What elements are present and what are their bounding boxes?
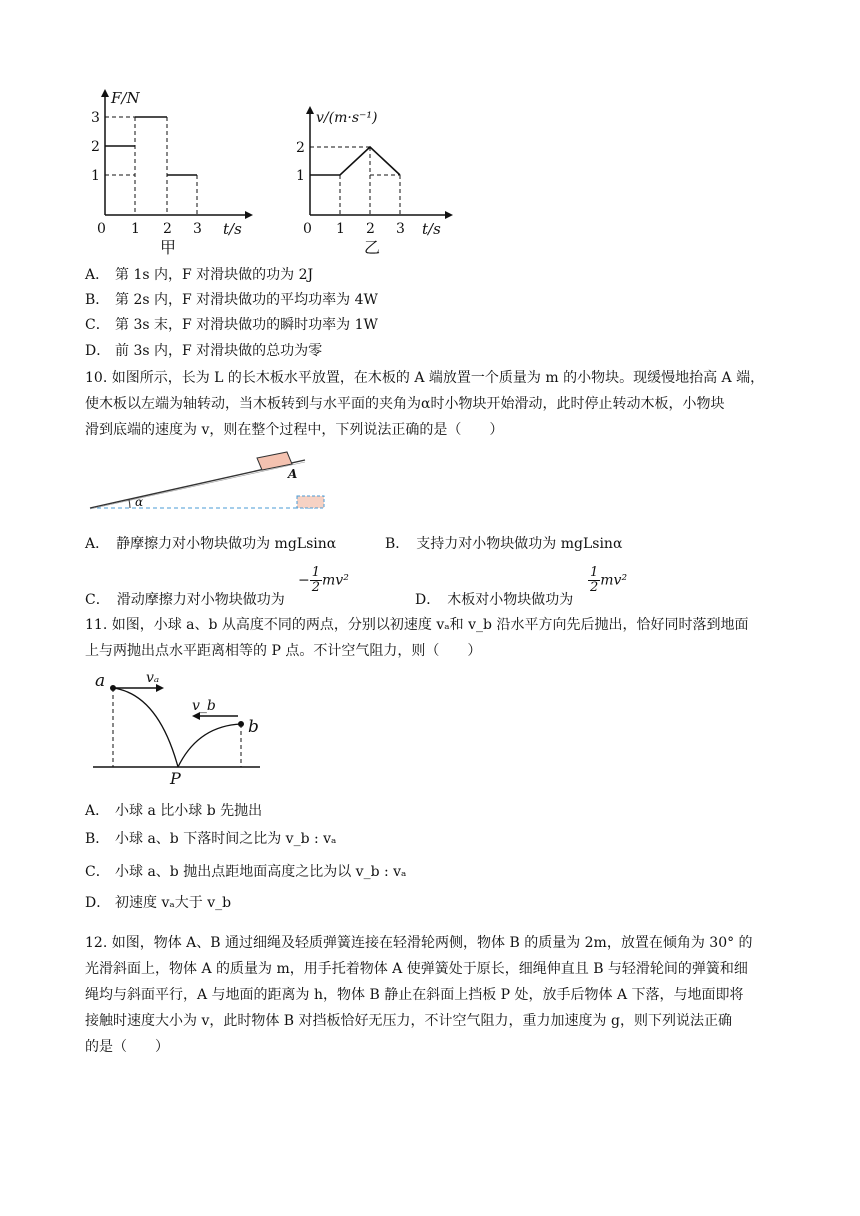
q9-option-b-text: 第 2s 内，F 对滑块做功的平均功率为 4W (115, 292, 378, 308)
yi-x-tick-3: 3 (396, 221, 405, 237)
q10-option-a[interactable]: A． 静摩擦力对小物块做功为 mgLsinα (85, 536, 337, 552)
q11-option-b-text: 小球 a、b 下落时间之比为 v_b : vₐ (115, 831, 337, 847)
q10-stem-line1: 10. 如图所示，长为 L 的长木板水平放置，在木板的 A 端放置一个质量为 m 的小物块。现缓慢地抬高 A 端， (85, 370, 765, 386)
yi-y-tick-1: 1 (296, 168, 305, 184)
q11-stem-line2: 上与两抛出点水平距离相等的 P 点。不计空气阻力，则（ ） (85, 643, 482, 659)
yi-x-axis-label: t/s (422, 220, 441, 238)
yi-y-tick-2: 2 (296, 140, 305, 156)
q9-option-d-letter: D． (85, 343, 111, 359)
yi-caption: 乙 (364, 238, 381, 255)
q9-option-d-text: 前 3s 内，F 对滑块做的总功为零 (115, 343, 323, 359)
q11-option-a-text: 小球 a 比小球 b 先抛出 (115, 803, 263, 819)
q9-option-c[interactable] (85, 315, 378, 335)
q10-option-d-frac-den: 2 (590, 580, 599, 595)
jia-x-tick-0: 0 (97, 221, 106, 237)
q11-option-c-text: 小球 a、b 抛出点距地面高度之比为以 v_b : vₐ (115, 864, 407, 880)
q10-option-d-expression (588, 566, 627, 595)
jia-y-tick-1: 1 (91, 168, 100, 184)
q10-option-c[interactable] (85, 590, 285, 610)
q9-option-d[interactable] (85, 341, 322, 361)
q11-option-c[interactable] (85, 862, 406, 882)
q11-option-d[interactable] (85, 893, 231, 913)
q11-option-b[interactable] (85, 829, 336, 849)
q11-stem-line1: 11. 如图，小球 a、b 从高度不同的两点，分别以初速度 vₐ和 v_b 沿水平方向先后抛出，恰好同时落到地面 (85, 617, 749, 633)
figure-yi-velocity-time (290, 100, 460, 255)
q9-option-c-letter: C． (85, 317, 110, 333)
q12-stem-line1: 12. 如图，物体 A、B 通过细绳及轻质弹簧连接在轻滑轮两侧，物体 B 的质量为 2m，放置在倾角为 30° 的 (85, 935, 753, 951)
q11-figure-label-P: P (170, 769, 181, 784)
q9-option-a[interactable] (85, 265, 313, 285)
q12-stem-line4: 接触时速度大小为 v，此时物体 B 对挡板恰好无压力，不计空气阻力，重力加速度为 g，则下列说法正确 (85, 1013, 732, 1029)
q10-option-c-frac-den: 2 (311, 580, 321, 595)
jia-y-tick-2: 2 (91, 139, 100, 155)
q11-figure-label-vb: v_b (192, 698, 216, 714)
figure-jia-force-time (85, 85, 255, 255)
q10-option-d-mv2: mv² (600, 572, 628, 589)
jia-x-tick-3: 3 (193, 221, 202, 237)
jia-caption: 甲 (160, 238, 177, 255)
q10-option-c-minus: − (298, 572, 310, 589)
q9-option-b[interactable] (85, 290, 378, 310)
q10-option-c-frac-num: 1 (311, 565, 321, 580)
q10-option-c-text: C． 滑动摩擦力对小物块做功为 (85, 592, 285, 608)
jia-x-tick-2: 2 (163, 221, 172, 237)
q10-stem-line3: 滑到底端的速度为 v，则在整个过程中，下列说法正确的是（ ） (85, 422, 504, 438)
q11-option-c-letter: C． (85, 864, 110, 880)
yi-x-tick-1: 1 (336, 221, 345, 237)
q10-option-d-frac-num: 1 (590, 565, 599, 580)
q9-option-c-text: 第 3s 末，F 对滑块做功的瞬时功率为 1W (115, 317, 378, 333)
q10-option-d-text: D． 木板对小物块做功为 (415, 592, 574, 608)
yi-x-tick-0: 0 (303, 221, 312, 237)
jia-y-axis-label: F/N (111, 89, 140, 107)
jia-x-axis-label: t/s (223, 220, 242, 238)
q11-option-b-letter: B． (85, 831, 110, 847)
q10-option-c-mv2: mv² (322, 572, 349, 589)
q12-stem-line2: 光滑斜面上，物体 A 的质量为 m，用手托着物体 A 使弹簧处于原长，细绳伸直且 B 与轻滑轮间的弹簧和细 (85, 961, 748, 977)
jia-y-tick-3: 3 (91, 110, 100, 126)
q10-option-c-expression (298, 566, 349, 595)
q9-option-a-text: 第 1s 内，F 对滑块做的功为 2J (115, 267, 314, 283)
q9-option-a-letter: A． (85, 267, 110, 283)
q11-option-a-letter: A． (85, 803, 110, 819)
yi-x-tick-2: 2 (366, 221, 375, 237)
q10-figure-label-A: A (288, 467, 298, 481)
q9-option-b-letter: B． (85, 292, 110, 308)
q10-stem-line2: 使木板以左端为轴转动，当木板转到与水平面的夹角为α时小物块开始滑动，此时停止转动木板，小物块 (85, 396, 725, 412)
yi-y-axis-label: v/(m·s⁻¹) (316, 110, 378, 126)
q11-option-d-letter: D． (85, 895, 111, 911)
q11-figure-label-a: a (95, 671, 106, 691)
q12-stem-line5: 的是（ ） (85, 1039, 169, 1055)
q10-figure-inclined-board (85, 448, 345, 518)
q11-figure-label-va: vₐ (146, 670, 160, 686)
jia-x-tick-1: 1 (131, 221, 140, 237)
q12-stem-line3: 绳均与斜面平行，A 与地面的距离为 h，物体 B 静止在斜面上挡板 P 处，放手后物体 A 下落，与地面即将 (85, 987, 744, 1003)
q11-option-d-text: 初速度 vₐ大于 v_b (115, 895, 232, 911)
q11-figure-projectiles (88, 664, 268, 784)
q10-option-d[interactable] (415, 590, 573, 610)
q11-option-a[interactable] (85, 801, 262, 821)
q11-figure-label-b: b (248, 717, 259, 737)
q10-option-b[interactable]: B． 支持力对小物块做功为 mgLsinα (385, 536, 623, 552)
q10-figure-label-alpha: α (135, 495, 144, 509)
